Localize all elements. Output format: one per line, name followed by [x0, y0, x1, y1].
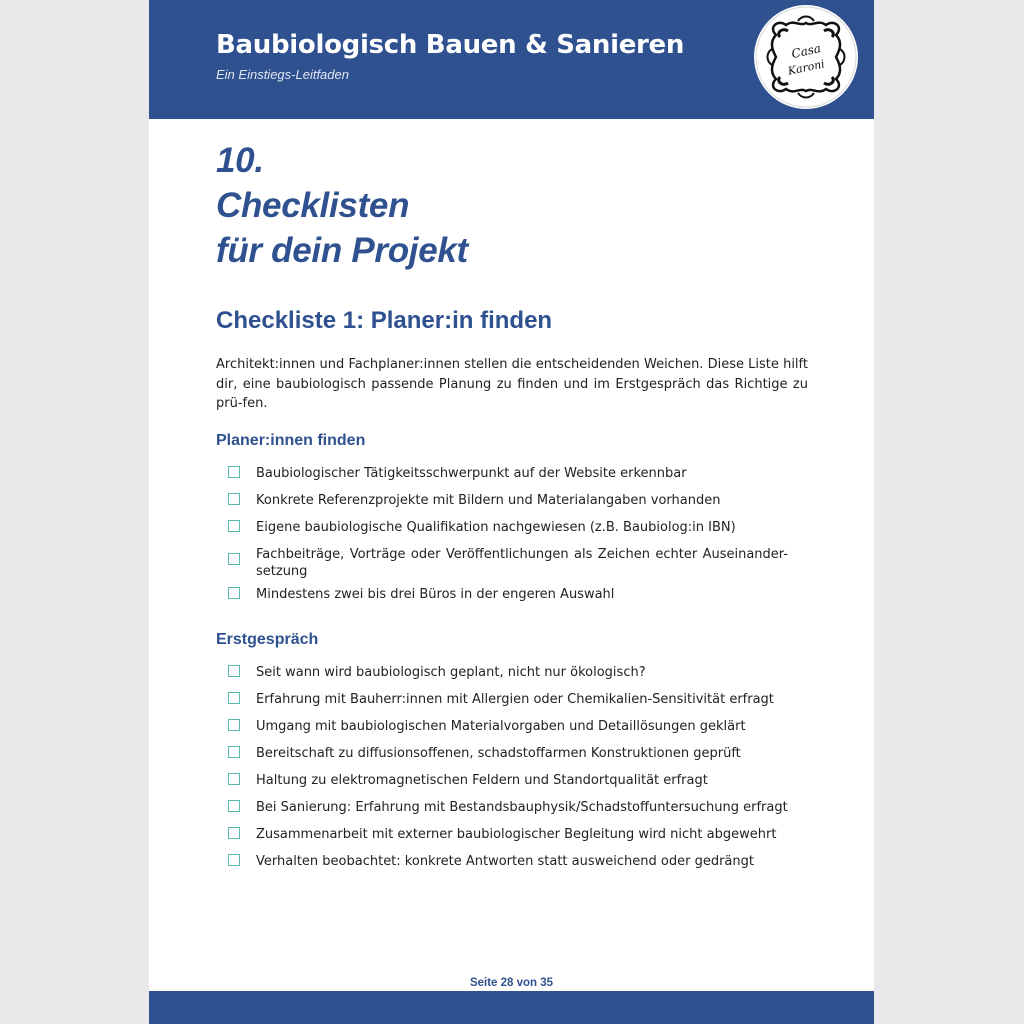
checkbox[interactable]	[228, 665, 240, 677]
checklist-item-text: Fachbeiträge, Vorträge oder Veröffentlichungen als Zeichen echter Auseinander-setzung	[256, 547, 788, 579]
checklist-item-text: Konkrete Referenzprojekte mit Bildern und Materialangaben vorhanden	[256, 493, 721, 508]
svg-text:Casa: Casa	[790, 41, 823, 62]
checklist-item-text: Mindestens zwei bis drei Büros in der engeren Auswahl	[256, 587, 615, 602]
checkbox[interactable]	[228, 800, 240, 812]
checklist-item-text: Erfahrung mit Bauherr:innen mit Allergien oder Chemikalien-Sensitivität erfragt	[256, 692, 774, 707]
checkbox[interactable]	[228, 773, 240, 785]
checkbox[interactable]	[228, 746, 240, 758]
checkbox[interactable]	[228, 466, 240, 478]
chapter-title-line1: Checklisten	[216, 186, 410, 225]
checklist-item-text: Haltung zu elektromagnetischen Feldern und Standortqualität erfragt	[256, 773, 708, 788]
checkbox[interactable]	[228, 493, 240, 505]
casa-karoni-logo	[754, 5, 858, 109]
checklist-item-text: Zusammenarbeit mit externer baubiologischer Begleitung wird nicht abgewehrt	[256, 827, 777, 842]
checkbox[interactable]	[228, 827, 240, 839]
checklist-item-text: Baubiologischer Tätigkeitsschwerpunkt auf der Website erkennbar	[256, 466, 687, 481]
chapter-heading	[216, 138, 468, 273]
checkbox[interactable]	[228, 692, 240, 704]
header-title: Baubiologisch Bauen & Sanieren	[216, 30, 685, 60]
subheading-erstgespraech: Erstgespräch	[216, 631, 319, 648]
checkbox[interactable]	[228, 553, 240, 565]
checkbox[interactable]	[228, 587, 240, 599]
chapter-title-line2: für dein Projekt	[216, 231, 468, 270]
checklist-item-text: Bereitschaft zu diffusionsoffenen, schadstoffarmen Konstruktionen geprüft	[256, 746, 741, 761]
subheading-planer-finden: Planer:innen finden	[216, 432, 366, 449]
checklist-item-text: Bei Sanierung: Erfahrung mit Bestandsbauphysik/Schadstoffuntersuchung erfragt	[256, 800, 788, 815]
footer-bar	[149, 991, 874, 1024]
document-page	[149, 0, 874, 1024]
chapter-number: 10.	[216, 141, 264, 180]
header-subtitle: Ein Einstiegs-Leitfaden	[216, 67, 349, 82]
page-number: Seite 28 von 35	[469, 977, 554, 989]
checklist-item-text: Umgang mit baubiologischen Materialvorgaben und Detaillösungen geklärt	[256, 719, 746, 734]
page-header	[149, 0, 874, 119]
checkbox[interactable]	[228, 854, 240, 866]
checklist-item-text: Verhalten beobachtet: konkrete Antworten statt ausweichend oder gedrängt	[256, 854, 754, 869]
svg-text:Karoni: Karoni	[786, 57, 826, 78]
section-intro: Architekt:innen und Fachplaner:innen stellen die entscheidenden Weichen. Diese Liste hilft dir, eine baubiologisch passende Planung zu finden und im Erstgespräch das Richtige zu prü-fen.	[216, 357, 808, 411]
checkbox[interactable]	[228, 719, 240, 731]
section-title: Checkliste 1: Planer:in finden	[216, 307, 553, 334]
checkbox[interactable]	[228, 520, 240, 532]
checklist-item-text: Seit wann wird baubiologisch geplant, nicht nur ökologisch?	[256, 665, 646, 680]
checklist-item-text: Eigene baubiologische Qualifikation nachgewiesen (z.B. Baubiolog:in IBN)	[256, 520, 736, 535]
